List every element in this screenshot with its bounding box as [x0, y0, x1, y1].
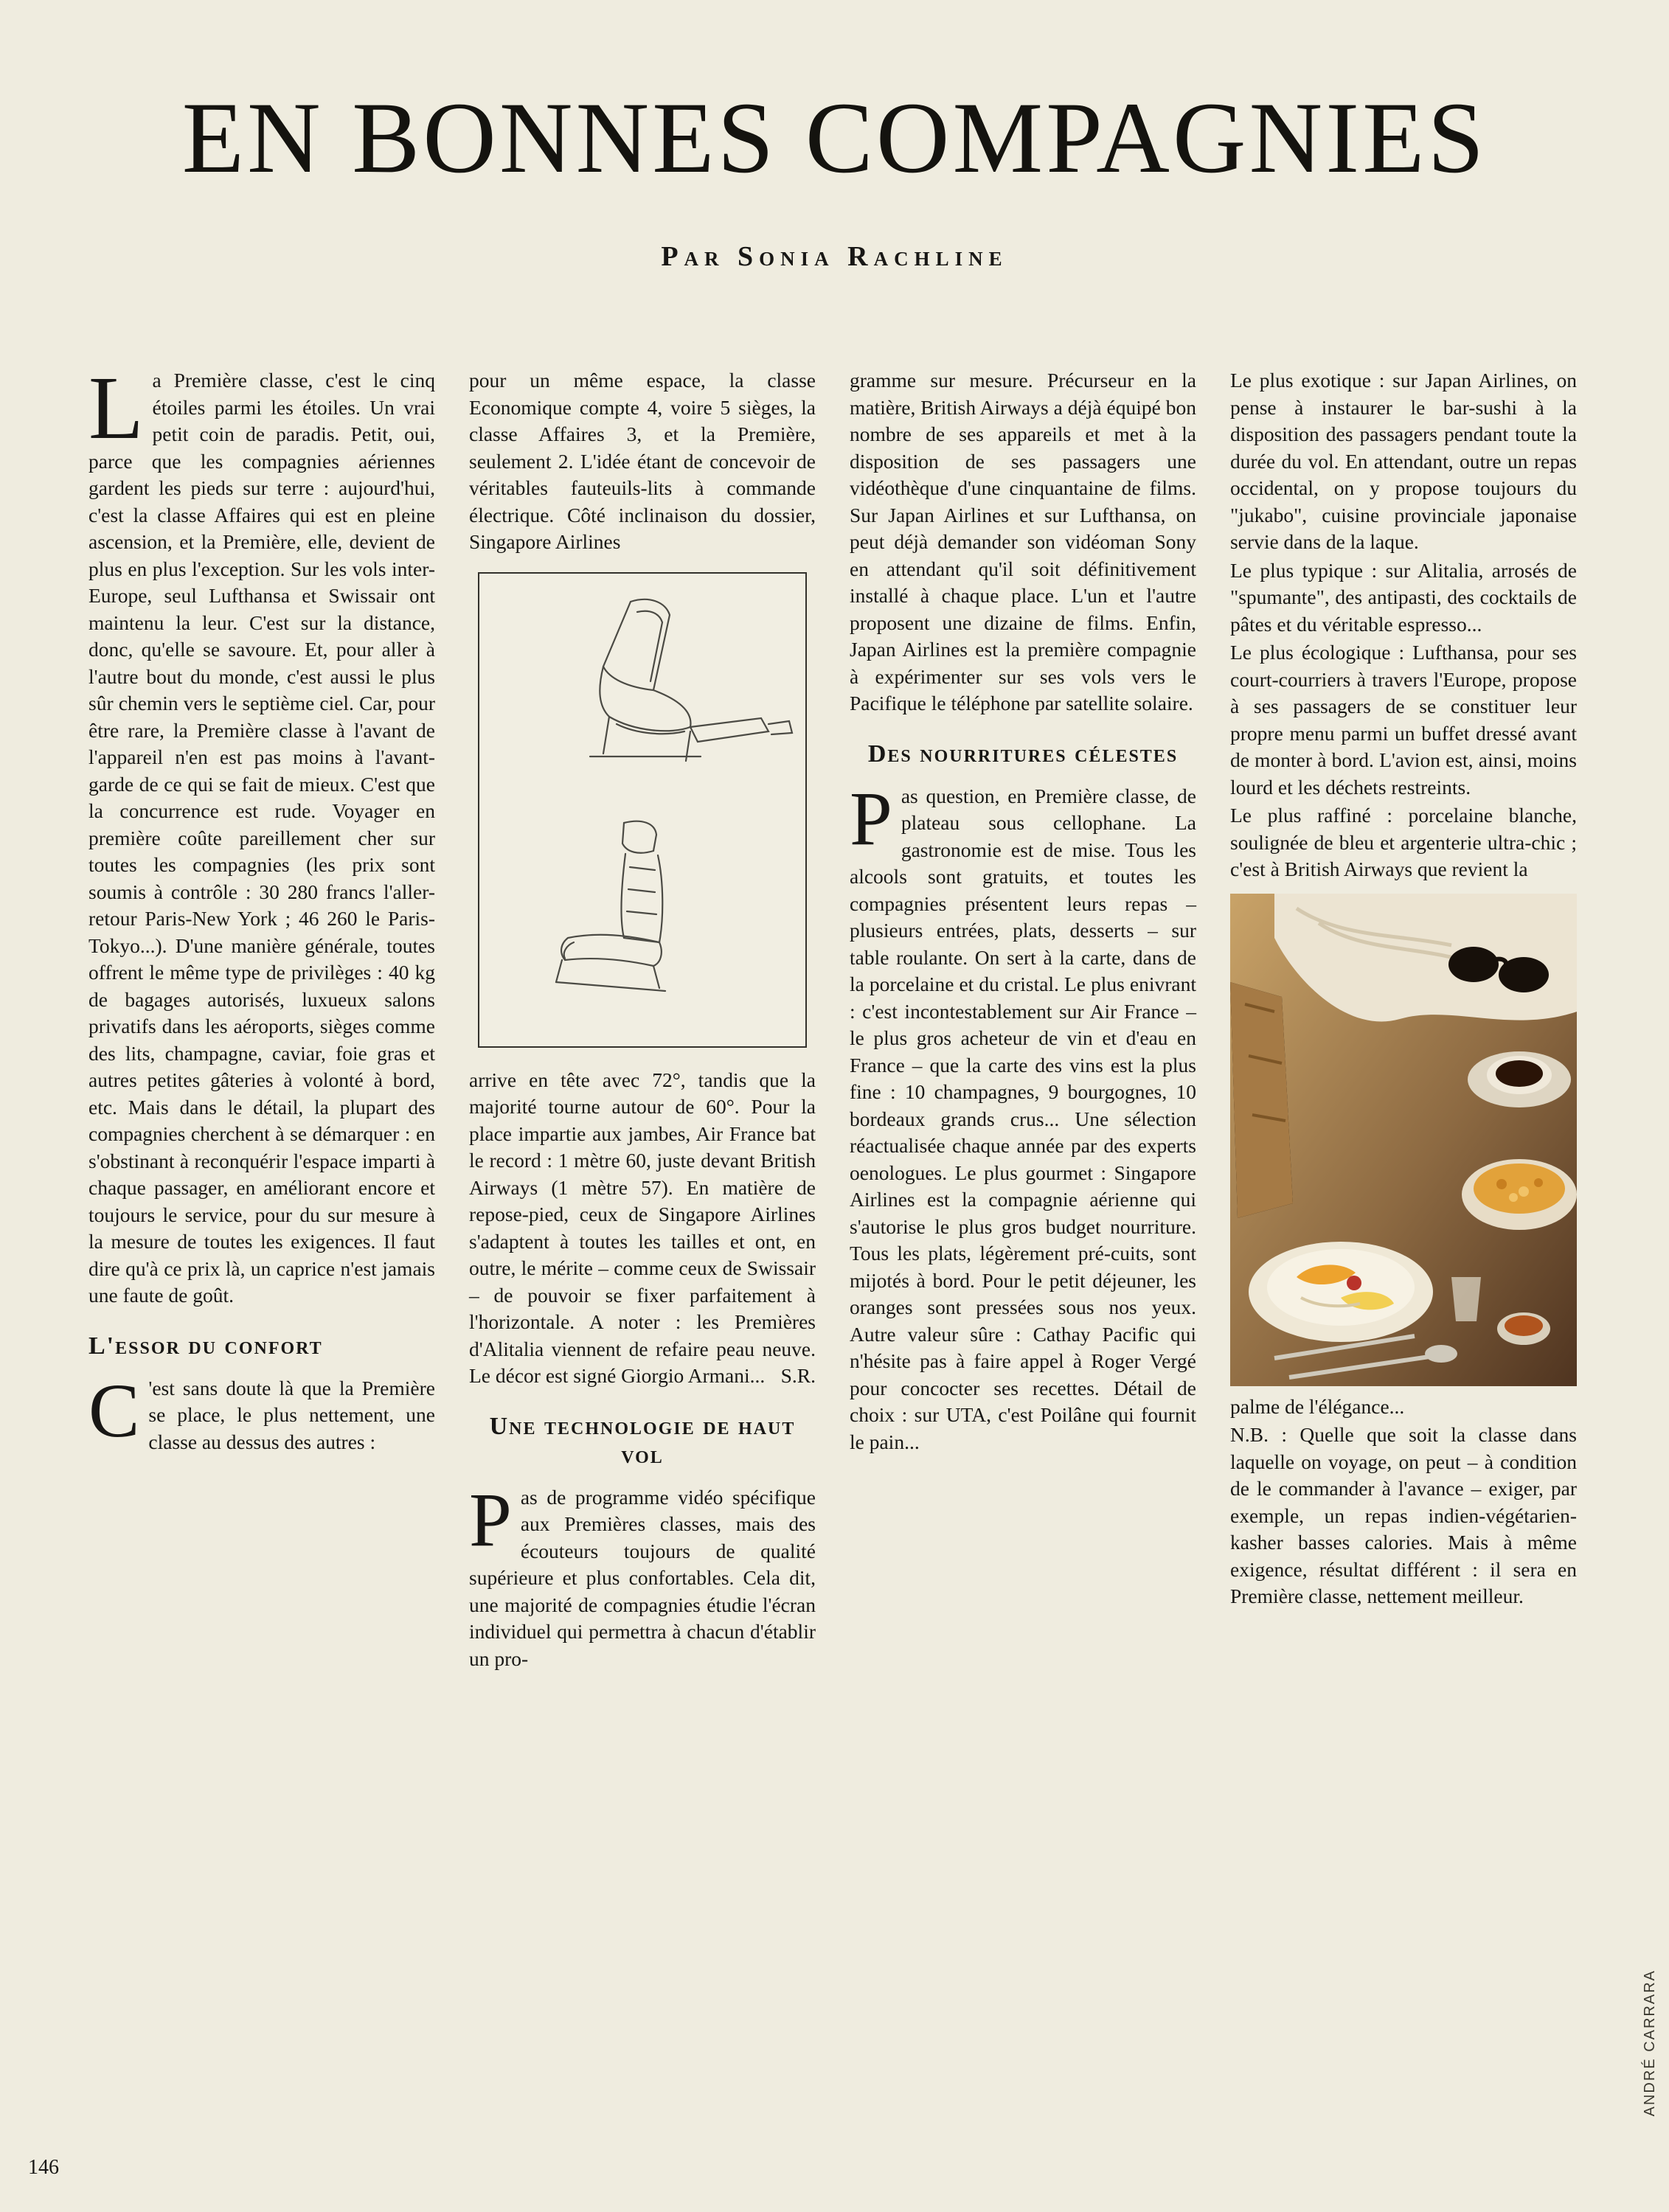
- paragraph: [469, 367, 816, 556]
- section-heading-nourritures: Des nourritures célestes: [867, 740, 1179, 768]
- coffee-cup: [1468, 1051, 1571, 1107]
- cereal-bowl: [1462, 1159, 1577, 1230]
- paragraph-text: Le plus écologique : Lufthansa, pour ses court-courriers à travers l'Europe, propose à ses passagers de se constituer leur propre menu parmi un buffet dressé avant de monter à bord. L'avion est, ainsi, moins lourd et les déchets restreints.: [1230, 641, 1577, 799]
- paragraph: [89, 1368, 435, 1456]
- paragraph: [1230, 1422, 1577, 1610]
- paragraph-text: pour un même espace, la classe Economique compte 4, voire 5 sièges, la classe Affaires 3, et la Première, seulement 2. L'idée étant de concevoir de véritables fauteuils-lits à commande électrique. Côté inclinaison du dossier, Singapore Airlines: [469, 369, 816, 553]
- page-title: EN BONNES COMPAGNIES: [181, 81, 1488, 194]
- paragraph-text: 'est sans doute là que la Première se place, le plus nettement, une classe au dessus des autres :: [148, 1376, 435, 1453]
- paragraph: [89, 367, 435, 1310]
- photo-credit: ANDRÉ CARRARA: [1642, 1969, 1658, 2116]
- paragraph-text: Le plus exotique : sur Japan Airlines, on pense à instaurer le bar-sushi à la disposition des passagers pendant toute la durée du vol. En attendant, outre un repas occidental, on y propose toujours du "jukabo", cuisine provinciale japonaise servie dans de la laque.: [1230, 369, 1577, 553]
- paragraph: [1230, 639, 1577, 801]
- paragraph: [1230, 802, 1577, 883]
- paragraph-text: a Première classe, c'est le cinq étoiles parmi les étoiles. Un vrai petit coin de paradis. Petit, oui, parce que les compagnies aériennes gardent les pieds sur terre : aujourd'hui, c'est la classe Affaires qui est en pleine ascension, et la Première, elle, devient de plus en plus l'exception. Sur les vols inter-Europe, seul Lufthansa et Swissair ont maintenu la leur. C'est sur la distance, donc, qu'elle se savoure. Et, pour aller à l'autre bout du monde, c'est aussi le plus sûr chemin vers le septième ciel. Car, pour être rare, la Première classe à l'avant de l'appareil n'en est pas moins à l'avant-garde de ce qui se fait de mieux. C'est que la concurrence est rude. Voyager en première coûte pareillement cher sur toutes les compagnies (les prix sont soumis à contrôle : 30 280 francs l'aller-retour Paris-New York ; 46 260 le Paris-Tokyo...). D'une manière générale, toutes offrent le même type de privilèges : 40 kg de bagages autorisés, luxueux salons privatifs dans les aéroports, sièges comme des lits, champagne, caviar, foie gras et autres petites gâteries à volonté à bord, etc. Mais dans le détail, la plupart des compagnies cherchent à se démarquer : en s'obstinant à reconquérir l'espace imparti à chaque passager, en améliorant encore et toujours le service, pour du sur mesure à la mesure de toutes les exigences. Il faut dire qu'à ce prix là, un caprice n'est jamais une faute de goût.: [89, 369, 435, 1307]
- column-2: [469, 367, 816, 2026]
- column-4: [1230, 367, 1577, 2026]
- paragraph-text: Le plus raffiné : porcelaine blanche, soulignée de bleu et argenterie ultra-chic ; c'est à British Airways que revient la: [1230, 804, 1577, 880]
- paragraph: [1230, 367, 1577, 556]
- jar: [1497, 1312, 1550, 1345]
- author-initials: S.R.: [780, 1364, 816, 1387]
- seat-recline-figure: [478, 572, 807, 1048]
- paragraph: [469, 1067, 816, 1390]
- paragraph: [850, 367, 1196, 717]
- paragraph-text: arrive en tête avec 72°, tandis que la majorité tourne autour de 60°. Pour la place impartie aux jambes, Air France bat le record : 1 mètre 60, juste devant British Airways (1 mètre 57). En matière de repose-pied, ceux de Singapore Airlines s'adaptent à toutes les tailles et ont, en outre, le mérite – comme ceux de Swissair – de pouvoir se fixer parfaitement à l'horizontale. A noter : les Premières d'Alitalia viennent de refaire peau neuve. Le décor est signé Giorgio Armani...: [469, 1068, 816, 1387]
- paragraph-text: N.B. : Quelle que soit la classe dans laquelle on voyage, on peut – à condition de le commander à l'avance – exiger, par exemple, un repas indien-végétarien-kasher basses calories. Mais à même exigence, résultat différent : il sera en Première classe, nettement meilleur.: [1230, 1423, 1577, 1607]
- dropcap-P: P: [469, 1477, 512, 1562]
- paragraph-text: as question, en Première classe, de plateau sous cellophane. La gastronomie est de mise. Tous les alcools sont gratuits, et toutes les compagnies présentent leurs repas – plusieurs entrées, plats, desserts – sur table roulante. On sert à la carte, dans de la porcelaine et du cristal. Le plus enivrant : c'est incontestablement sur Air France – le plus gros acheteur de vin et d'eau en France – que la carte des vins est la plus fine : 10 champagnes, 9 bourgognes, 10 bordeaux grands crus... Une sélection réactualisée chaque année par des experts oenologues. Le plus gourmet : Singapore Airlines est la compagnie aérienne qui s'autorise le plus gros budget nourriture. Tous les plats, légèrement pré-cuits, sont mijotés à bord. Pour le petit déjeuner, les oranges sont pressées sous nos yeux. Autre valeur sûre : Cathay Pacific qui n'hésite pas à faire appel à Roger Vergé pour concocter ses recettes. Détail de choix : sur UTA, c'est Poilâne qui fournit le pain...: [850, 784, 1196, 1453]
- section-heading-technologie: Une technologie de haut vol: [489, 1412, 796, 1469]
- seat-sketch-top: [590, 599, 792, 760]
- column-3: [850, 367, 1196, 2026]
- paragraph-text: as de programme vidéo spécifique aux Premières classes, mais des écouteurs toujours de qualité supérieure et plus confortables. Cela dit, une majorité de compagnies étudie l'écran individuel qui permettra à chacun d'établir un pro-: [469, 1485, 816, 1670]
- fruit-plate: [1249, 1242, 1433, 1342]
- paragraph: [1230, 1394, 1577, 1421]
- cherry: [1347, 1276, 1361, 1290]
- paragraph-text: Le plus typique : sur Alitalia, arrosés de "spumante", des antipasti, des cocktails de pâtes et du véritable espresso...: [1230, 558, 1577, 636]
- page-number: 146: [28, 2156, 59, 2179]
- seat-sketch-illustration: [479, 580, 805, 1037]
- byline: Par Sonia Rachline: [661, 241, 1008, 272]
- paragraph: [1230, 557, 1577, 639]
- paragraph: [850, 776, 1196, 1456]
- paragraph: [469, 1477, 816, 1673]
- seat-sketch-bottom: [556, 821, 665, 990]
- meal-tray-photo: [1230, 894, 1577, 1386]
- water-glass: [1451, 1277, 1481, 1321]
- dropcap-C: C: [89, 1368, 140, 1453]
- column-1: [89, 367, 435, 2026]
- dropcap-P: P: [850, 776, 892, 861]
- paragraph-text: palme de l'élégance...: [1230, 1394, 1405, 1418]
- article-columns: [89, 367, 1579, 2026]
- section-heading-confort: L'essor du confort: [89, 1332, 323, 1360]
- dropcap-L: L: [89, 367, 144, 458]
- paragraph-text: gramme sur mesure. Précurseur en la matière, British Airways a déjà équipé bon nombre de ses appareils et met à la disposition de ses passagers une vidéothèque d'une cinquantaine de films. Sur Japan Airlines et sur Lufthansa, on peut déjà demander son vidéoman Sony en attendant qu'il soit définitivement installé à chaque place. L'un et l'autre proposent une dizaine de films. Enfin, Japan Airlines est la première compagnie à expérimenter sur ses vols vers le Pacifique le téléphone par satellite solaire.: [850, 369, 1196, 714]
